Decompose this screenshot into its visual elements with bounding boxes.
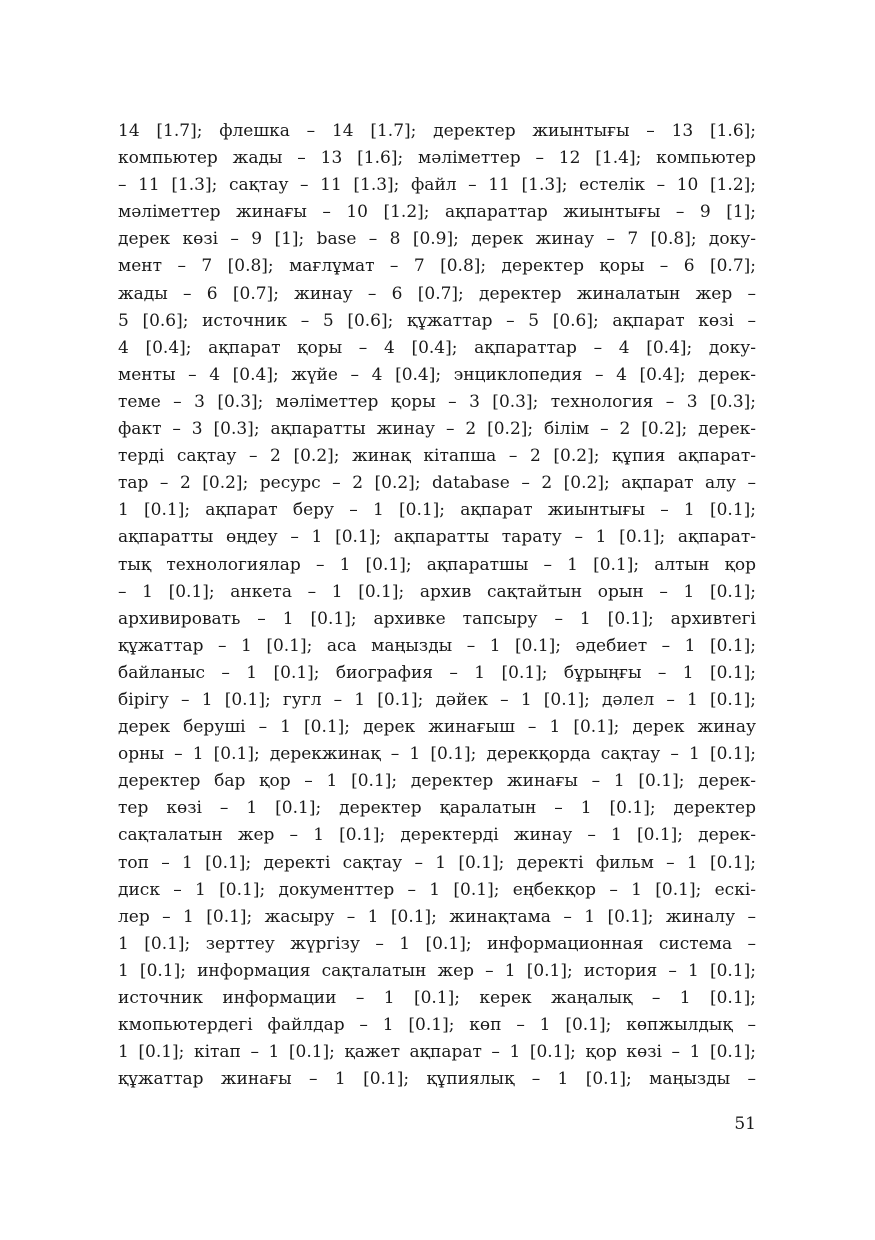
text-line: орны – 1 [0.1]; дерекжинақ – 1 [0.1]; дерекқорда сақтау – 1 [0.1]; (118, 744, 756, 765)
page-number: 51 (734, 1114, 756, 1134)
text-line: 5 [0.6]; источник – 5 [0.6]; құжаттар – 5 [0.6]; ақпарат көзі – (118, 310, 756, 331)
text-line: тер көзі – 1 [0.1]; деректер қаралатын – 1 [0.1]; деректер (118, 798, 756, 819)
text-line: теме – 3 [0.3]; мәліметтер қоры – 3 [0.3]; технология – 3 [0.3]; (118, 391, 756, 412)
text-line: менты – 4 [0.4]; жүйе – 4 [0.4]; энциклопедия – 4 [0.4]; дерек- (118, 364, 756, 385)
text-line: мәліметтер жинағы – 10 [1.2]; ақпараттар жиынтығы – 9 [1]; (118, 202, 756, 223)
text-line: дерек беруші – 1 [0.1]; дерек жинағыш – 1 [0.1]; дерек жинау (118, 717, 756, 738)
text-line: архивировать – 1 [0.1]; архивке тапсыру – 1 [0.1]; архивтегі (118, 608, 756, 629)
text-line: байланыс – 1 [0.1]; биография – 1 [0.1]; бұрыңғы – 1 [0.1]; (118, 662, 756, 683)
text-line: топ – 1 [0.1]; деректі сақтау – 1 [0.1]; деректі фильм – 1 [0.1]; (118, 852, 756, 873)
body-text (118, 118, 756, 1093)
text-line: 4 [0.4]; ақпарат қоры – 4 [0.4]; ақпараттар – 4 [0.4]; доку- (118, 337, 756, 358)
text-line: 1 [0.1]; кітап – 1 [0.1]; қажет ақпарат – 1 [0.1]; қор көзі – 1 [0.1]; (118, 1042, 756, 1063)
text-line: тық технологиялар – 1 [0.1]; ақпаратшы – 1 [0.1]; алтын қор (118, 554, 756, 575)
text-line: дерек көзі – 9 [1]; base – 8 [0.9]; дерек жинау – 7 [0.8]; доку- (118, 229, 756, 250)
text-line: 14 [1.7]; флешка – 14 [1.7]; деректер жиынтығы – 13 [1.6]; (118, 121, 756, 141)
text-line: деректер бар қор – 1 [0.1]; деректер жинағы – 1 [0.1]; дерек- (118, 771, 756, 792)
text-line: 1 [0.1]; ақпарат беру – 1 [0.1]; ақпарат жиынтығы – 1 [0.1]; (118, 500, 756, 521)
text-line: – 1 [0.1]; анкета – 1 [0.1]; архив сақтайтын орын – 1 [0.1]; (118, 581, 756, 602)
text-line: факт – 3 [0.3]; ақпаратты жинау – 2 [0.2]; білім – 2 [0.2]; дерек- (118, 419, 756, 440)
text-line: компьютер жады – 13 [1.6]; мәліметтер – 12 [1.4]; компьютер (118, 148, 756, 169)
text-line: жады – 6 [0.7]; жинау – 6 [0.7]; деректер жиналатын жер – (118, 283, 756, 304)
text-line: – 11 [1.3]; сақтау – 11 [1.3]; файл – 11 [1.3]; естелік – 10 [1.2]; (118, 175, 756, 196)
text-line: диск – 1 [0.1]; документтер – 1 [0.1]; еңбекқор – 1 [0.1]; ескі- (118, 879, 756, 900)
text-line: тар – 2 [0.2]; ресурс – 2 [0.2]; database – 2 [0.2]; ақпарат алу – (118, 473, 756, 494)
text-line: кмопьютердегі файлдар – 1 [0.1]; көп – 1 [0.1]; көпжылдық – (118, 1015, 756, 1036)
text-line: құжаттар – 1 [0.1]; аса маңызды – 1 [0.1]; әдебиет – 1 [0.1]; (118, 635, 756, 656)
text-line: терді сақтау – 2 [0.2]; жинақ кітапша – 2 [0.2]; құпия ақпарат- (118, 446, 756, 467)
text-line: ақпаратты өңдеу – 1 [0.1]; ақпаратты тарату – 1 [0.1]; ақпарат- (118, 527, 756, 548)
text-line: бірігу – 1 [0.1]; гугл – 1 [0.1]; дәйек – 1 [0.1]; дәлел – 1 [0.1]; (118, 689, 756, 710)
text-line: сақталатын жер – 1 [0.1]; деректерді жинау – 1 [0.1]; дерек- (118, 825, 756, 846)
text-line: источник информации – 1 [0.1]; керек жаңалық – 1 [0.1]; (118, 988, 756, 1008)
text-line: лер – 1 [0.1]; жасыру – 1 [0.1]; жинақтама – 1 [0.1]; жиналу – (118, 906, 756, 927)
text-line: 1 [0.1]; информация сақталатын жер – 1 [0.1]; история – 1 [0.1]; (118, 960, 756, 981)
text-line: құжаттар жинағы – 1 [0.1]; құпиялық – 1 [0.1]; маңызды – (118, 1069, 756, 1090)
text-line: 1 [0.1]; зерттеу жүргізу – 1 [0.1]; информационная система – (118, 933, 756, 954)
text-line: мент – 7 [0.8]; мағлұмат – 7 [0.8]; деректер қоры – 6 [0.7]; (118, 256, 756, 277)
